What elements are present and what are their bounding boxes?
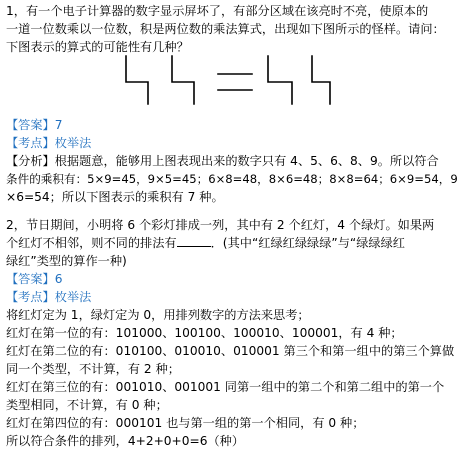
q2-kaodian-line	[6, 288, 91, 306]
answer-blank	[177, 235, 211, 247]
kaodian-tag: 【考点】	[6, 136, 55, 150]
q1-line-2: 一道一位数乘以一位数，积是两位数的乘法算式，出现如下图所示的怪样。请问：	[6, 22, 445, 36]
q1-answer-line	[6, 116, 63, 134]
answer-tag: 【答案】	[6, 272, 55, 286]
equals-sign	[218, 74, 252, 90]
q1-line-1: 1，有一个电子计算器的数字显示屏坏了，有部分区域在该亮时不亮，使原本的	[6, 4, 429, 18]
q2-answer-line	[6, 270, 63, 288]
fenxi-tag: 【分析】	[6, 154, 55, 168]
q2-solution-line-5: 红灯在第三位的有：001010、001001 同第一组中的第二个和第二组中的第一个	[6, 380, 445, 394]
kaodian-value: 枚举法	[54, 290, 92, 304]
q2-solution-line-1: 将红灯定为 1，绿灯定为 0，用排列数字的方法来思考；	[6, 308, 310, 322]
q2-solution-line-4: 同一个类型，不计算，有 2 种；	[6, 362, 180, 376]
q2-solution-line-3: 红灯在第二位的有：010100、010010、010001 第三个和第一组中的第三个算做	[6, 344, 455, 358]
fenxi-text-1: 根据题意，能够用上图表现出来的数字只有 4、5、6、8、9。所以符合	[54, 154, 439, 168]
segment-digit-3	[268, 56, 292, 104]
answer-tag: 【答案】	[6, 118, 55, 132]
q2-line-3: 绿红”类型的算作一种)	[6, 254, 127, 268]
segment-digit-4	[312, 56, 330, 104]
q2-line-2-pre: 个红灯不相邻，则不同的排法有	[6, 236, 177, 250]
q1-fenxi-line-1	[6, 152, 439, 170]
q1-kaodian-line	[6, 134, 91, 152]
kaodian-value: 枚举法	[54, 136, 92, 150]
q1-line-3: 下图表示的算式的可能性有几种？	[6, 40, 189, 54]
answer-value: 7	[54, 118, 63, 132]
q1-fenxi-line-3: ×6=54；所以下图表示的乘积有 7 种。	[6, 190, 224, 204]
kaodian-tag: 【考点】	[6, 290, 55, 304]
q2-line-1: 2，节日期间，小明将 6 个彩灯排成一列，其中有 2 个红灯，4 个绿灯。如果两	[6, 218, 435, 232]
q2-line-2-post: ．(其中“红绿红绿绿绿”与“绿绿绿红	[210, 236, 405, 250]
answer-value: 6	[54, 272, 63, 286]
q2-solution-line-7: 红灯在第四位的有：000101 也与第一组的第一个相同，有 0 种；	[6, 416, 365, 430]
q1-fenxi-line-2: 条件的乘积有：5×9=45，9×5=45；6×8=48，8×6=48；8×8=64；6×9=54，9	[6, 172, 458, 186]
q2-line-2	[6, 234, 405, 252]
segment-digit-2	[172, 56, 194, 104]
q2-solution-line-2: 红灯在第一位的有：101000、100100、100010、100001，有 4 种；	[6, 326, 403, 340]
q2-solution-line-8: 所以符合条件的排列，4+2+0+0=6（种）	[6, 434, 245, 448]
q2-solution-line-6: 类型相同，不计算，有 0 种；	[6, 398, 168, 412]
segment-digit-1	[126, 56, 148, 104]
broken-calculator-display-figure	[114, 52, 334, 108]
